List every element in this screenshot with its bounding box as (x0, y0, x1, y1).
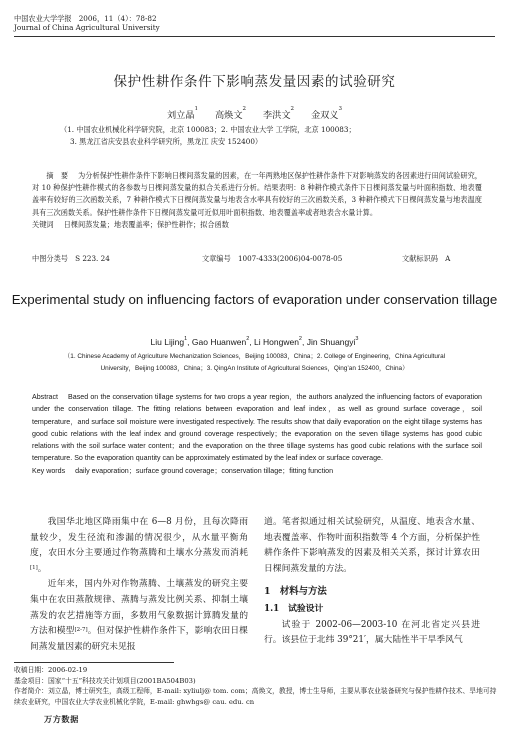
footnote-fund: 基金项目：国家“十五”科技攻关计划项目(2001BA504B03) (14, 676, 196, 685)
body-paragraph: 我国华北地区降雨集中在 6—8 月份，且每次降雨量较少，发生径流和渗漏的情况很少，从水量平衡角度，农田水分主要通过作物蒸腾和土壤水分蒸发而消耗[1]。 (30, 517, 248, 574)
abstract-cn-text: 为分析保护性耕作条件下影响日棵间蒸发量的因素，在一年两熟地区保护性耕作条件下对影响蒸发的各因素进行田间试验研究，对 10 种保护性耕作模式的各参数与日棵间蒸发量的拟合关系进行分析。结果表明：8 种耕作模式条件下日棵间蒸发量与叶面积指数、地表覆盖率有较好的三次函数关系，7 种耕作模式下日棵间蒸发量与地表含水率具有较好的三次函数关系，3 种耕作模式下日棵间蒸发量与地表温度具有三次函数关系。保护性耕作条件下日棵间蒸发量可近似用叶面积指数、地表覆盖率或者地表含水量计算。 (32, 171, 482, 217)
authors-en: Liu Lijing$^1$, Gao Huanwen$^2$, Li Hongwen$^2$, Jin Shuangyi$^3$ (150, 336, 359, 347)
abstract-cn (32, 170, 482, 231)
author-en: Gao Huanwen$^2$ (191, 336, 250, 347)
affiliation-line: （1. 中国农业机械化科学研究院，北京 100083；2. 中国农业大学 工学院，北京 100083； (60, 125, 356, 134)
abstract-en-text: Based on the conservation tillage systems for two crops a year region，the authors analyzed the influencing factors of evaporation under the conservation tillage. The fitting relations between evaporation and leaf index，as well as ground surface coverage，soil temperature，and surface soil moisture were investigated respectively. The results show that daily evaporation on the eight tillage systems has good cubic relations with the leaf index and ground coverage respectively；the evaporation on the seven tillage systems has good cubic relations with the soil surface water content；and the evaporation on the three tillage systems has good cubic relations with the surface soil temperature. So the evaporation quantity can be approximately estimated by the leaf index or surface coverage. (32, 393, 482, 463)
classification-line (32, 254, 482, 264)
abstract-en-label: Abstract (32, 393, 59, 401)
authors-cn (0, 107, 509, 121)
body-paragraph: 道。笔者拟通过相关试验研究，从温度、地表含水量、地表覆盖率、作物叶面积指数等 4 个方面，分析保护性耕作条件下影响蒸发的因素及相关关系，探讨计算农田日棵间蒸发量的方法。 (264, 517, 480, 574)
author-cn: 李洪文$^2$ (262, 106, 295, 121)
clc-number: 中图分类号 S 223. 24 (32, 254, 110, 263)
journal-name-cn: 中国农业大学学报 2006，11（4）：78-82 (14, 14, 157, 23)
citation: [1] (30, 564, 38, 571)
body-right-column (264, 515, 480, 649)
article-number: 文章编号 1007-4333(2006)04-0078-05 (202, 254, 343, 263)
author-cn: 金双义$^3$ (310, 106, 342, 121)
keywords-en-text: daily evaporation；surface ground coverage；conservation tillage；fitting function (75, 466, 334, 475)
author-cn: 刘立晶$^1$ (166, 106, 199, 121)
footnotes (14, 665, 498, 707)
header-rule (14, 36, 495, 37)
footnote-received: 收稿日期：2006-02-19 (14, 666, 88, 674)
affiliations-en: （1. Chinese Academy of Agriculture Mechanization Sciences，Beijing 100083，China；2. College of Engineering，China Agricultural University，Beijing 100083，China；3. QingAn Institute of Agricultural Sciences，Qing’an 152400，China） (63, 353, 446, 372)
title-en: Experimental study on influencing factors of evaporation under conservation tillage (11, 292, 498, 307)
keywords-cn-text: 日棵间蒸发量；地表覆盖率；保护性耕作；拟合函数 (63, 219, 229, 229)
citation: [2-7] (74, 627, 88, 634)
abstract-cn-label: 摘 要 (46, 171, 69, 180)
author-en: Liu Lijing$^1$ (150, 336, 188, 347)
footnote-rule (14, 662, 174, 663)
body-paragraph: 试验于 2002-06—2003-10 在河北省定兴县进行。该县位于北纬 39°21′，属大陆性半干旱季风气 (264, 619, 480, 646)
journal-header (14, 14, 160, 32)
author-en: Li Hongwen$^2$ (254, 336, 302, 347)
subsection-heading: 1.1 试验设计 (264, 603, 324, 614)
body-paragraph: 近年来，国内外对作物蒸腾、土壤蒸发的研究主要集中在农田蒸散规律、蒸腾与蒸发比例关系、抑制土壤蒸发的农艺措施等方面，多数用气象数据计算腾发量的方法和模型[2-7]。但对保护性耕作条件下，影响农田日棵间蒸发量因素的研究未见报 (30, 579, 248, 652)
author-en: Jin Shuangyi$^3$ (306, 336, 359, 347)
affiliation-line: 3. 黑龙江省庆安县农业科学研究所，黑龙江 庆安 152400） (70, 136, 263, 146)
footnote-authors: 作者简介：刘立晶，博士研究生，高级工程师，E-mail: xyliulj@ tom. com；高焕文，教授，博士生导师，主要从事农业装备研究与保护性耕作技术、旱地可持续农业研究，中国农业大学农业机械化学院，E-mail: ghwhgs@ cau. edu. cn (14, 687, 497, 706)
affiliations-cn (60, 124, 455, 147)
keywords-cn-label: 关键词 (32, 219, 54, 229)
title-cn: 保护性耕作条件下影响蒸发量因素的试验研究 (113, 74, 396, 90)
keywords-en-label: Key words (32, 466, 66, 475)
journal-name-en: Journal of China Agricultural University (14, 23, 160, 32)
abstract-en (32, 391, 482, 477)
author-cn: 高焕文$^2$ (214, 106, 247, 121)
watermark-logo: 万方数据 (44, 714, 79, 724)
section-heading: 1 材料与方法 (264, 586, 327, 598)
body-left-column (30, 515, 248, 655)
document-code: 文献标识码 A (402, 254, 451, 263)
